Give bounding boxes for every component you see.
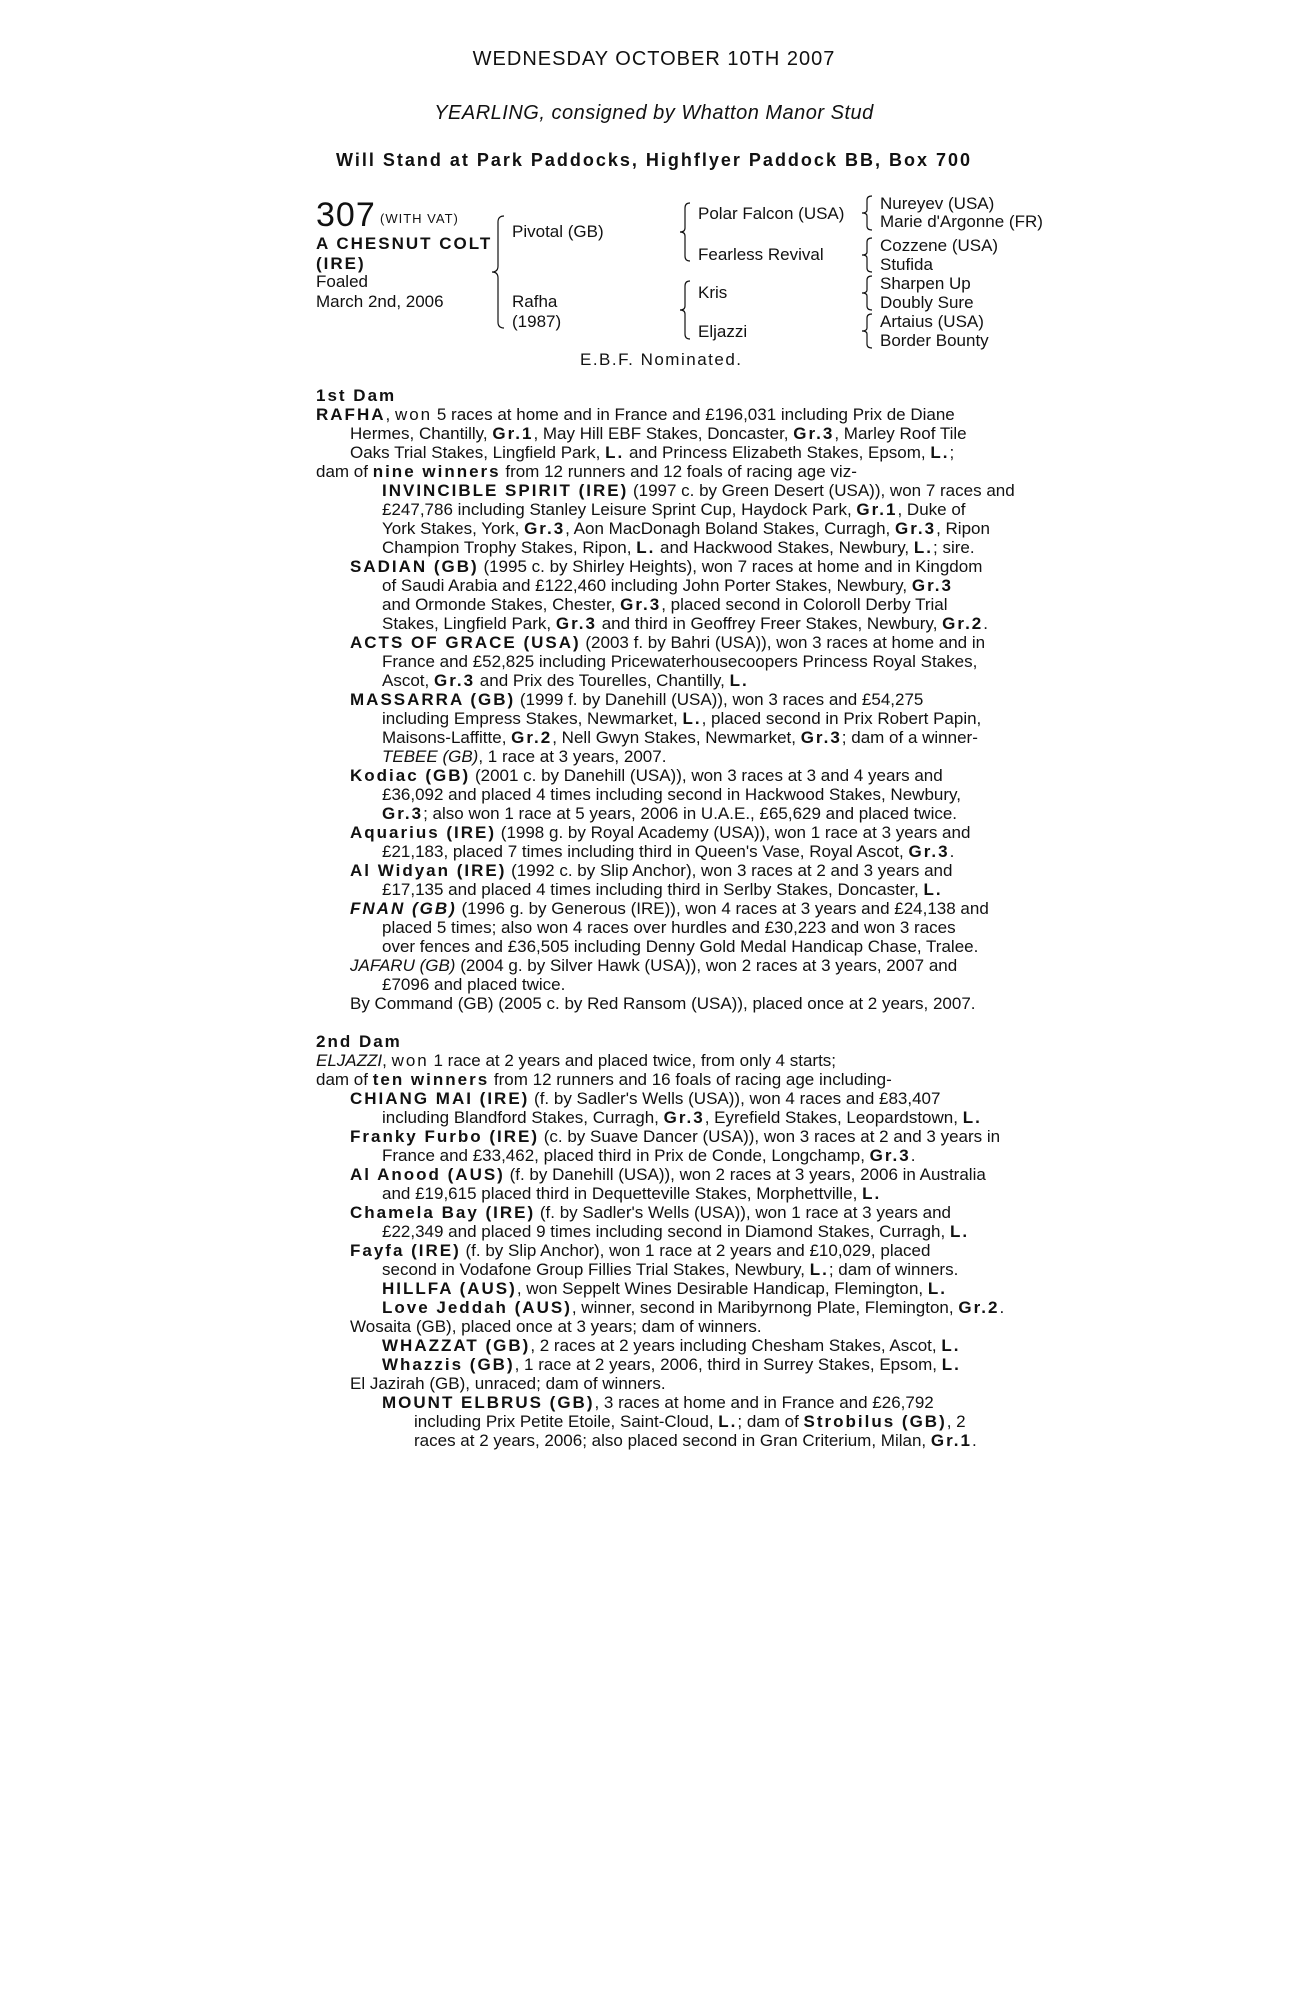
record-emphasis: HILLFA (AUS)	[382, 1279, 517, 1298]
record-emphasis: ten winners	[372, 1070, 490, 1089]
record-text: Ascot,	[382, 671, 434, 690]
record-line	[316, 842, 1006, 861]
record-emphasis: L.	[605, 443, 625, 462]
record-emphasis: JAFARU (GB)	[350, 956, 456, 975]
record-line	[316, 1070, 1006, 1089]
record-emphasis: Gr.2	[511, 728, 553, 747]
record-emphasis: Gr.3	[433, 671, 476, 690]
record-text: (f. by Sadler's Wells (USA)), won 4 races and £83,407	[529, 1089, 941, 1108]
pedigree-dam: Rafha	[512, 292, 558, 311]
pedigree-brace-dam	[678, 278, 696, 342]
record-text: and third in Geoffrey Freer Stakes, Newbury,	[596, 614, 943, 633]
record-text: , won Seppelt Wines Desirable Handicap, Flemington,	[516, 1279, 928, 1298]
record-text: (2001 c. by Danehill (USA)), won 3 races at 3 and 4 years and	[470, 766, 943, 785]
record-line	[316, 500, 1006, 519]
pedigree-dam-sire: Kris	[698, 283, 728, 302]
record-line	[316, 1393, 1006, 1412]
record-text: (c. by Suave Dancer (USA)), won 3 races at 2 and 3 years in	[539, 1127, 1001, 1146]
record-emphasis: Aquarius (IRE)	[350, 823, 497, 842]
record-emphasis: 1st Dam	[316, 386, 397, 405]
record-line	[316, 481, 1015, 500]
record-text: £17,135 and placed 4 times including third in Serlby Stakes, Doncaster,	[382, 880, 924, 899]
record-line	[316, 576, 1006, 595]
record-emphasis: INVINCIBLE SPIRIT (IRE)	[382, 481, 629, 500]
pedigree-dam-year: (1987)	[512, 312, 562, 331]
pedigree-brace-fearless-revival	[860, 236, 878, 274]
record-emphasis: Gr.3	[382, 804, 424, 823]
record-line	[316, 880, 1006, 899]
record-line	[316, 1412, 1006, 1431]
foaled-label: Foaled	[316, 272, 368, 291]
pedigree-gen3-2: Marie d'Argonne (FR)	[880, 212, 1043, 231]
record-emphasis: Gr.1	[856, 500, 898, 519]
record-emphasis: Whazzis (GB)	[382, 1355, 515, 1374]
record-text: By Command (GB) (2005 c. by Red Ransom (USA)), placed once at 2 years, 2007.	[350, 994, 976, 1013]
pedigree-sire-sire: Polar Falcon (USA)	[698, 204, 845, 223]
record-line	[316, 1184, 1006, 1203]
record-emphasis: Gr.3	[793, 424, 835, 443]
record-text: , Ripon	[936, 519, 990, 538]
record-line	[316, 690, 1006, 709]
record-text: (1996 g. by Generous (IRE)), won 4 races at 3 years and £24,138 and	[456, 899, 989, 918]
record-text: ; sire.	[933, 538, 975, 557]
record-text: , placed second in Coloroll Derby Trial	[661, 595, 948, 614]
record-text: races at 2 years, 2006; also placed second in Gran Criterium, Milan,	[414, 1431, 931, 1450]
record-line	[316, 462, 1006, 481]
record-text: (1999 f. by Danehill (USA)), won 3 races and £54,275	[515, 690, 924, 709]
record-emphasis: L.	[913, 538, 933, 557]
record-text: (1995 c. by Shirley Heights), won 7 races at home and in Kingdom	[478, 557, 983, 576]
record-line	[316, 1165, 1006, 1184]
record-text: , Duke of	[897, 500, 966, 519]
record-text: ;	[949, 443, 955, 462]
record-line	[316, 918, 1006, 937]
record-text: ; dam of	[737, 1412, 804, 1431]
record-text: , 2	[946, 1412, 966, 1431]
sale-date: WEDNESDAY OCTOBER 10TH 2007	[472, 48, 836, 70]
record-line	[316, 595, 1006, 614]
record-text: of Saudi Arabia and £122,460 including John Porter Stakes, Newbury,	[382, 576, 912, 595]
record-emphasis: Gr.3	[663, 1108, 705, 1127]
record-text: .	[983, 614, 988, 633]
record-text: ; also won 1 race at 5 years, 2006 in U.A.E., £65,629 and placed twice.	[423, 804, 958, 823]
record-emphasis: Love Jeddah (AUS)	[382, 1298, 572, 1317]
vat-note: (WITH VAT)	[380, 211, 459, 226]
record-emphasis: L.	[636, 538, 656, 557]
record-line	[316, 633, 1006, 652]
record-line	[316, 1241, 1006, 1260]
record-text: , Nell Gwyn Stakes, Newmarket,	[552, 728, 801, 747]
pedigree-gen3-8: Border Bounty	[880, 331, 989, 350]
record-emphasis: L.	[927, 1279, 947, 1298]
record-text: France and £33,462, placed third in Prix de Conde, Longchamp,	[382, 1146, 870, 1165]
pedigree-sire-dam: Fearless Revival	[698, 245, 824, 264]
record-emphasis: Franky Furbo (IRE)	[350, 1127, 540, 1146]
record-text: and Princess Elizabeth Stakes, Epsom,	[624, 443, 931, 462]
record-text: £21,183, placed 7 times including third in Queen's Vase, Royal Ascot,	[382, 842, 909, 861]
record-text: , 2 races at 2 years including Chesham Stakes, Ascot,	[530, 1336, 942, 1355]
record-text: .	[971, 1431, 977, 1450]
record-line	[316, 861, 1006, 880]
lot-description-country: (IRE)	[316, 254, 366, 273]
record-line	[316, 1317, 1006, 1336]
record-emphasis: Fayfa (IRE)	[350, 1241, 461, 1260]
pedigree-brace-polar-falcon	[860, 194, 878, 232]
record-emphasis: L.	[718, 1412, 738, 1431]
record-emphasis: Al Anood (AUS)	[350, 1165, 505, 1184]
record-line	[316, 1222, 1006, 1241]
record-emphasis: Gr.3	[894, 519, 937, 538]
record-text: Stakes, Lingfield Park,	[382, 614, 556, 633]
record-text: dam of	[316, 462, 373, 481]
consignor-line: YEARLING, consigned by Whatton Manor Stud	[434, 102, 874, 124]
record-emphasis: L.	[930, 443, 950, 462]
record-text: (1997 c. by Green Desert (USA)), won 7 races and	[628, 481, 1015, 500]
record-text: Oaks Trial Stakes, Lingfield Park,	[350, 443, 606, 462]
record-line	[316, 1298, 1006, 1317]
record-line	[316, 1260, 1006, 1279]
record-text: including Blandford Stakes, Curragh,	[382, 1108, 664, 1127]
record-text: .	[949, 842, 955, 861]
record-emphasis: Al Widyan (IRE)	[350, 861, 507, 880]
record-line	[316, 1431, 1006, 1450]
record-line	[316, 956, 1006, 975]
record-text: dam of	[316, 1070, 373, 1089]
record-emphasis: L.	[682, 709, 702, 728]
record-line	[316, 785, 1006, 804]
record-text: 5 races at home and in France and £196,031 including Prix de Diane	[432, 405, 955, 424]
section-gap	[316, 1013, 1006, 1032]
record-emphasis: L.	[941, 1336, 961, 1355]
record-line	[316, 519, 1006, 538]
record-line	[316, 899, 1006, 918]
record-text: (2003 f. by Bahri (USA)), won 3 races at home and in	[580, 633, 986, 652]
record-text: (2004 g. by Silver Hawk (USA)), won 2 races at 3 years, 2007 and	[455, 956, 958, 975]
record-emphasis: won	[394, 405, 433, 424]
pedigree-brace-sire	[678, 200, 696, 264]
record-text: Champion Trophy Stakes, Ripon,	[382, 538, 637, 557]
record-emphasis: Kodiac (GB)	[350, 766, 471, 785]
record-emphasis: MOUNT ELBRUS (GB)	[382, 1393, 595, 1412]
record-emphasis: ELJAZZI	[316, 1051, 383, 1070]
record-text: including Prix Petite Etoile, Saint-Cloud,	[414, 1412, 719, 1431]
record-text: 1 race at 2 years and placed twice, from only 4 starts;	[428, 1051, 837, 1070]
record-text: ,	[385, 405, 395, 424]
pedigree-brace-kris	[860, 274, 878, 312]
record-emphasis: RAFHA	[316, 405, 386, 424]
record-text: (f. by Slip Anchor), won 1 race at 2 years and £10,029, placed	[460, 1241, 931, 1260]
record-emphasis: Strobilus (GB)	[803, 1412, 947, 1431]
record-text: , placed second in Prix Robert Papin,	[701, 709, 982, 728]
record-text: from 12 runners and 16 foals of racing age including-	[489, 1070, 892, 1089]
record-emphasis: FNAN (GB)	[350, 899, 457, 918]
record-emphasis: L.	[862, 1184, 882, 1203]
record-text: from 12 runners and 12 foals of racing age viz-	[500, 462, 857, 481]
record-text: , 3 races at home and in France and £26,792	[594, 1393, 934, 1412]
record-emphasis: Gr.3	[908, 842, 950, 861]
record-line	[316, 766, 1006, 785]
record-emphasis: Gr.3	[869, 1146, 911, 1165]
record-line	[316, 994, 1006, 1013]
stabling-line: Will Stand at Park Paddocks, Highflyer Paddock BB, Box 700	[336, 150, 972, 170]
record-emphasis: WHAZZAT (GB)	[382, 1336, 531, 1355]
record-text: El Jazirah (GB), unraced; dam of winners.	[350, 1374, 666, 1393]
record-emphasis: L.	[962, 1108, 982, 1127]
record-line	[316, 1032, 1006, 1051]
record-line	[316, 709, 1006, 728]
record-line	[316, 975, 1006, 994]
record-emphasis: nine winners	[372, 462, 501, 481]
record-line	[316, 424, 1006, 443]
lot-number: 307	[316, 196, 376, 234]
record-line	[316, 405, 1006, 424]
record-line	[316, 652, 1006, 671]
record-text: , Aon MacDonagh Boland Stakes, Curragh,	[565, 519, 895, 538]
record-line	[316, 386, 1006, 405]
record-line	[316, 671, 1006, 690]
record-text: (f. by Sadler's Wells (USA)), won 1 race at 3 years and	[535, 1203, 951, 1222]
record-line	[316, 1146, 1006, 1165]
record-emphasis: TEBEE (GB)	[382, 747, 479, 766]
pedigree-gen3-6: Doubly Sure	[880, 293, 974, 312]
record-emphasis: CHIANG MAI (IRE)	[350, 1089, 530, 1108]
foaling-date: March 2nd, 2006	[316, 292, 444, 311]
record-text: £247,786 including Stanley Leisure Sprint Cup, Haydock Park,	[382, 500, 857, 519]
record-text: Maisons-Laffitte,	[382, 728, 512, 747]
record-emphasis: Gr.2	[942, 614, 984, 633]
record-text: placed 5 times; also won 4 races over hurdles and £30,223 and won 3 races	[382, 918, 956, 937]
record-text: , 1 race at 3 years, 2007.	[478, 747, 667, 766]
record-line	[316, 614, 1006, 633]
record-text: , Eyrefield Stakes, Leopardstown,	[704, 1108, 963, 1127]
produce-record	[316, 386, 1015, 1450]
record-text: ,	[382, 1051, 392, 1070]
record-text: France and £52,825 including Pricewaterhousecoopers Princess Royal Stakes,	[382, 652, 978, 671]
record-text: including Empress Stakes, Newmarket,	[382, 709, 683, 728]
record-emphasis: Chamela Bay (IRE)	[350, 1203, 536, 1222]
record-line	[316, 1355, 1006, 1374]
record-text: second in Vodafone Group Fillies Trial Stakes, Newbury,	[382, 1260, 810, 1279]
lot-description: A CHESNUT COLT	[316, 234, 493, 253]
record-text: ; dam of a winner-	[841, 728, 978, 747]
record-emphasis: L.	[729, 671, 749, 690]
record-text: .	[910, 1146, 916, 1165]
record-emphasis: L.	[941, 1355, 961, 1374]
record-emphasis: ACTS OF GRACE (USA)	[350, 633, 581, 652]
pedigree-gen3-3: Cozzene (USA)	[880, 236, 999, 255]
record-text: York Stakes, York,	[382, 519, 525, 538]
record-emphasis: L.	[949, 1222, 970, 1241]
pedigree-gen3-7: Artaius (USA)	[880, 312, 984, 331]
record-line	[316, 1127, 1006, 1146]
record-text: £22,349 and placed 9 times including second in Diamond Stakes, Curragh,	[382, 1222, 950, 1241]
record-text: over fences and £36,505 including Denny Gold Medal Handicap Chase, Tralee.	[382, 937, 979, 956]
record-line	[316, 443, 1006, 462]
record-emphasis: Gr.3	[524, 519, 566, 538]
record-emphasis: Gr.1	[930, 1431, 972, 1450]
record-line	[316, 1051, 1006, 1070]
pedigree-gen3-4: Stufida	[880, 255, 933, 274]
record-emphasis: L.	[809, 1260, 829, 1279]
record-line	[316, 804, 1006, 823]
record-line	[316, 557, 1006, 576]
record-emphasis: won	[391, 1051, 429, 1070]
record-text: ; dam of winners.	[828, 1260, 959, 1279]
record-text: and Prix des Tourelles, Chantilly,	[475, 671, 730, 690]
record-line	[316, 937, 1006, 956]
record-emphasis: Gr.1	[492, 424, 534, 443]
pedigree-brace-gen1	[490, 212, 514, 332]
pedigree-brace-eljazzi	[860, 312, 878, 350]
record-text: , May Hill EBF Stakes, Doncaster,	[533, 424, 794, 443]
ebf-nomination: E.B.F. Nominated.	[580, 350, 743, 369]
record-line	[316, 538, 1006, 557]
record-emphasis: Gr.3	[620, 595, 662, 614]
record-text: (f. by Danehill (USA)), won 2 races at 3 years, 2006 in Australia	[504, 1165, 986, 1184]
record-line	[316, 1108, 1006, 1127]
record-line	[316, 1374, 1006, 1393]
record-text: Hermes, Chantilly,	[350, 424, 493, 443]
record-line	[316, 728, 1006, 747]
record-emphasis: Gr.3	[800, 728, 842, 747]
record-text: £36,092 and placed 4 times including second in Hackwood Stakes, Newbury,	[382, 785, 961, 804]
pedigree-gen3-5: Sharpen Up	[880, 274, 971, 293]
pedigree-sire: Pivotal (GB)	[512, 222, 604, 241]
record-text: (1992 c. by Slip Anchor), won 3 races at 2 and 3 years and	[506, 861, 953, 880]
record-text: £7096 and placed twice.	[382, 975, 566, 994]
record-text: and Hackwood Stakes, Newbury,	[655, 538, 914, 557]
record-emphasis: Gr.3	[911, 576, 953, 595]
record-emphasis: L.	[923, 880, 943, 899]
record-text: Wosaita (GB), placed once at 3 years; dam of winners.	[350, 1317, 762, 1336]
record-emphasis: Gr.3	[555, 614, 597, 633]
record-text: and Ormonde Stakes, Chester,	[382, 595, 621, 614]
record-text: , Marley Roof Tile	[834, 424, 967, 443]
record-line	[316, 823, 1006, 842]
record-text: , winner, second in Maribyrnong Plate, Flemington,	[571, 1298, 959, 1317]
record-line	[316, 1203, 1006, 1222]
record-text: and £19,615 placed third in Dequetteville Stakes, Morphettville,	[382, 1184, 863, 1203]
pedigree-gen3-1: Nureyev (USA)	[880, 194, 995, 213]
record-emphasis: SADIAN (GB)	[350, 557, 479, 576]
record-emphasis: Gr.2	[958, 1298, 1000, 1317]
record-line	[316, 1089, 1006, 1108]
record-line	[316, 747, 1006, 766]
record-line	[316, 1336, 1006, 1355]
record-emphasis: MASSARRA (GB)	[350, 690, 516, 709]
pedigree-dam-dam: Eljazzi	[698, 322, 748, 341]
record-text: .	[999, 1298, 1005, 1317]
record-text: , 1 race at 2 years, 2006, third in Surrey Stakes, Epsom,	[514, 1355, 942, 1374]
record-text: (1998 g. by Royal Academy (USA)), won 1 race at 3 years and	[496, 823, 971, 842]
record-line	[316, 1279, 1006, 1298]
record-emphasis: 2nd Dam	[316, 1032, 402, 1051]
